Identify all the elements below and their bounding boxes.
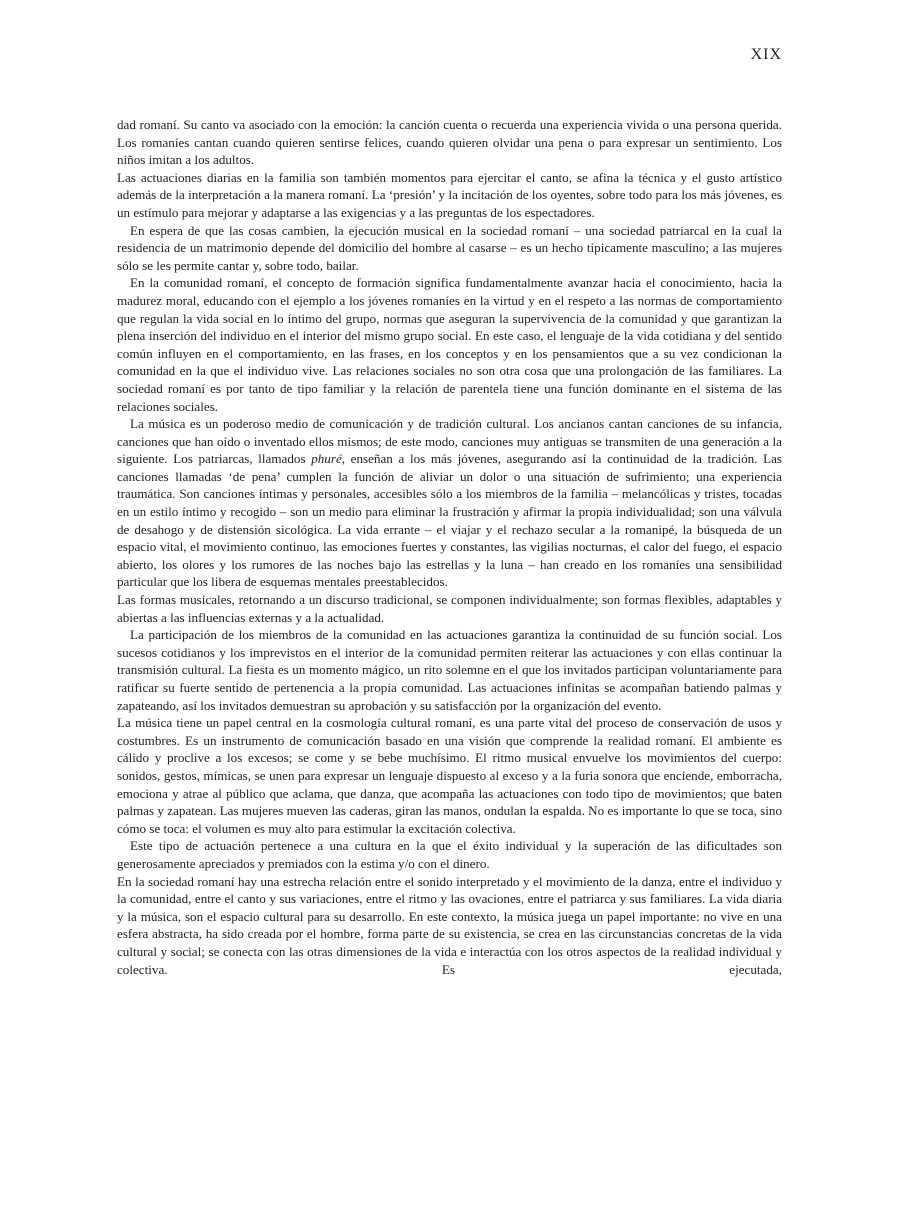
text-body [117, 116, 782, 978]
paragraph: En la sociedad romaní hay una estrecha relación entre el sonido interpretado y el movimiento de la danza, entre el individuo y la comunidad, entre el canto y sus variaciones, entre el ritmo y las ovaciones, entre el patriarca y sus familiares. La vida diaria y la música, son el espacio cultural para su desarrollo. En este contexto, la música juega un papel importante: no vive en una esfera abstracta, ha sido creada por el hombre, forma parte de su existencia, se crea en las circunstancias concretas de la vida cultural y social; se conecta con las otras dimensiones de la vida e interactúa con los otros aspectos de la realidad individual y colectiva. Es ejecutada, [117, 873, 782, 977]
paragraph: Las formas musicales, retornando a un discurso tradicional, se componen individualmente; son formas flexibles, adaptables y abiertas a las influencias externas y a la actualidad. [117, 592, 782, 625]
paragraph: Este tipo de actuación pertenece a una cultura en la que el éxito individual y la superación de las dificultades son generosamente apreciados y premiados con la estima y/o con el dinero. [117, 838, 782, 871]
paragraph: dad romaní. Su canto va asociado con la emoción: la canción cuenta o recuerda una experiencia vivida o una persona querida. Los romaníes cantan cuando quieren sentirse felices, cuando quieren olvidar una pena o para expresar un sentimiento. Los niños imitan a los adultos. [117, 117, 782, 168]
emphasis-term: phuré [311, 451, 342, 467]
paragraph: Las actuaciones diarias en la familia son también momentos para ejercitar el canto, se afina la técnica y el gusto artístico además de la interpretación a la manera romaní. La ‘presión’ y la incitación de los oyentes, sobre todo para los más jóvenes, es un estímulo para mejorar y adaptarse a las exigencias y a las preguntas de los espectadores. [117, 169, 782, 220]
paragraph: La música tiene un papel central en la cosmología cultural romaní, es una parte vital del proceso de conservación de usos y costumbres. Es un instrumento de comunicación basado en una visión que comprende la realidad romaní. El ambiente es cálido y proclive a los excesos; se come y se bebe muchísimo. El ritmo musical envuelve los movimientos del cuerpo: sonidos, gestos, mímicas, se unen para expresar un lenguaje dispuesto al exceso y a la furia sonora que enciende, emborracha, emociona y atrae al público que aclama, que danza, que acompaña las actuaciones con todo tipo de movimientos; que baten palmas y zapatean. Las mujeres mueven las caderas, giran las manos, ondulan la espalda. No es importante lo que se toca, sino cómo se toca: el volumen es muy alto para estimular la excitación colectiva. [117, 715, 782, 836]
page-number: XIX [750, 46, 782, 63]
paragraph [117, 415, 782, 591]
paragraph-text: , enseñan a los más jóvenes, asegurando así la continuidad de la tradición. Las canciones llamadas ‘de pena’ cumplen la función de aliviar un dolor o una situación de sufrimiento; una experiencia traumática. Son canciones íntimas y personales, accesibles sólo a los miembros de la familia – melancólicas y tristes, tocadas en un estilo íntimo y recogido – son un medio para eliminar la frustración y afirmar la propia individualidad; son una válvula de desahogo y de distensión sicológica. La vida errante – el viajar y el rechazo secular a la romanipé, la búsqueda de un espacio vital, el movimiento continuo, las emociones fuertes y constantes, las vigilias nocturnas, el calor del fuego, el espacio abierto, los olores y los rumores de las noches bajo las estrellas y la luna – han creado en los romaníes una sensibilidad particular que los libera de esquemas mentales preestablecidos. [117, 451, 782, 590]
paragraph: En la comunidad romaní, el concepto de formación significa fundamentalmente avanzar hacia el conocimiento, hacia la madurez moral, educando con el ejemplo a los jóvenes romaníes en la virtud y en el respeto a las normas de comportamiento que regulan la vida social en lo íntimo del grupo, normas que aseguran la supervivencia de la comunidad y que garantizan la plena inserción del individuo en el interior del mismo grupo social. En este caso, el lenguaje de la vida cotidiana y del sentido común influyen en el comportamiento, en las frases, en los conceptos y en los pensamientos que a su vez condicionan la comunidad en la que el individuo vive. Las relaciones sociales no son otra cosa que una prolongación de las familiares. La sociedad romaní es por tanto de tipo familiar y la relación de parentela tiene una función dominante en el sistema de las relaciones sociales. [117, 275, 782, 414]
paragraph: La participación de los miembros de la comunidad en las actuaciones garantiza la continuidad de su función social. Los sucesos cotidianos y los imprevistos en el interior de la comunidad permiten reiterar las actuaciones y con ellas continuar la transmisión cultural. La fiesta es un momento mágico, un rito solemne en el que los invitados participan voluntariamente para ratificar su fuerte sentido de pertenencia a la propia comunidad. Las actuaciones infinitas se acompañan batiendo palmas y zapateando, así los invitados demuestran su aprobación y su satisfacción por la organización del evento. [117, 627, 782, 713]
paragraph: En espera de que las cosas cambien, la ejecución musical en la sociedad romaní – una sociedad patriarcal en la cual la residencia de un matrimonio depende del domicilio del hombre al casarse – es un hecho típicamente masculino; a las mujeres sólo se les permite cantar y, sobre todo, bailar. [117, 222, 782, 273]
paragraph-text: La música es un poderoso medio de comunicación y de tradición cultural. Los ancianos cantan canciones de su infancia, canciones que han oído o inventado ellos mismos; de este modo, canciones muy antiguas se transmiten de una generación a la siguiente. Los patriarcas, llamados [117, 416, 782, 467]
